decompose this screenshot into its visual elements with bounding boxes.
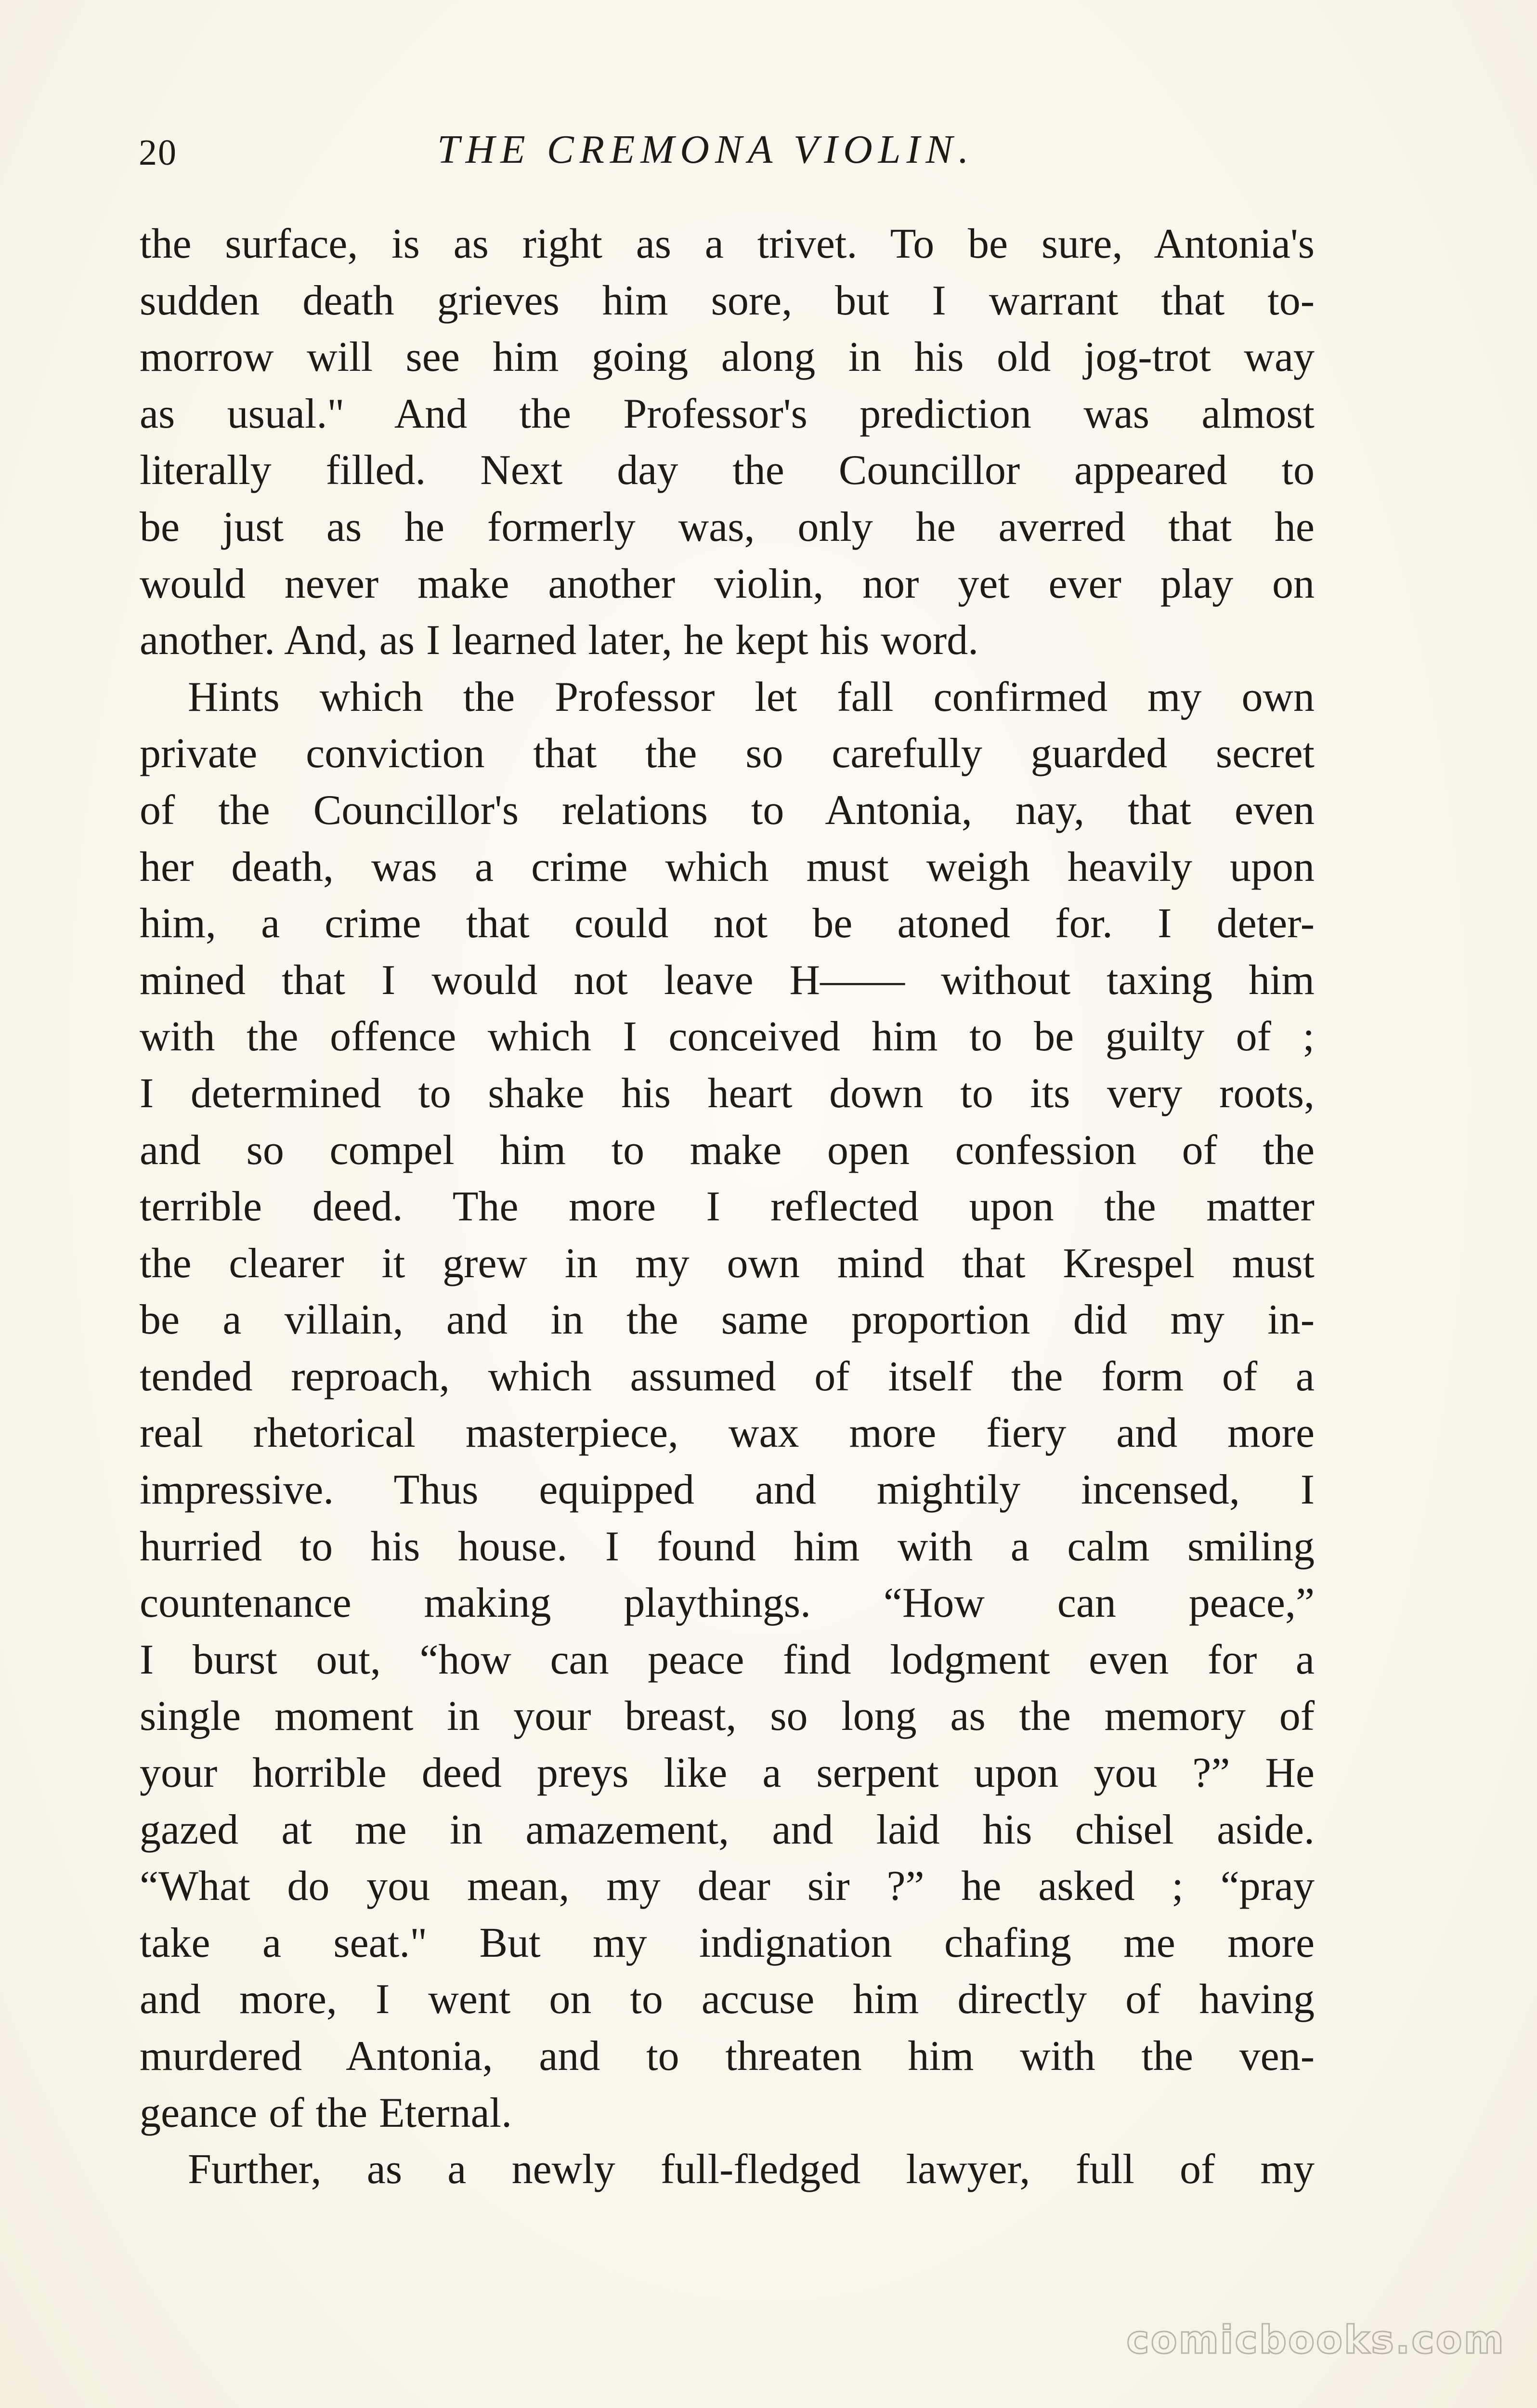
text-line: morrow will see him going along in his old jog-trot way [140,334,1315,381]
text-line: impressive. Thus equipped and mightily incensed, I [140,1466,1315,1514]
text-line: your horrible deed preys like a serpent upon you ?” He [140,1750,1315,1797]
text-line: be just as he formerly was, only he averred that he [140,503,1315,550]
text-line: and so compel him to make open confession of the [140,1126,1315,1174]
text-line: geance of the Eternal. [140,2089,512,2136]
page-header [139,126,1314,179]
text-line: countenance making playthings. “How can peace,” [140,1580,1315,1627]
text-line: and more, I went on to accuse him directly of having [140,1976,1315,2023]
text-line: be a villain, and in the same proportion did my in- [140,1296,1315,1344]
text-line: gazed at me in amazement, and laid his chisel aside. [140,1806,1315,1853]
text-line: private conviction that the so carefully guarded secret [140,730,1315,777]
text-line: mined that I would not leave H—— without taxing him [140,956,1315,1004]
text-line: I burst out, “how can peace find lodgment even for a [140,1636,1315,1683]
text-line: of the Councillor's relations to Antonia, nay, that even [140,786,1315,834]
text-line: with the offence which I conceived him to be guilty of ; [140,1013,1315,1060]
text-line: tended reproach, which assumed of itself the form of a [140,1353,1315,1400]
text-line: take a seat." But my indignation chafing me more [140,1919,1315,1966]
text-line: real rhetorical masterpiece, wax more fiery and more [140,1410,1315,1457]
text-line: him, a crime that could not be atoned for. I deter- [140,900,1315,947]
text-line: single moment in your breast, so long as the memory of [140,1693,1315,1740]
body-text [140,216,1315,2198]
text-line: terrible deed. The more I reflected upon the matter [140,1183,1315,1230]
text-line: the surface, is as right as a trivet. To be sure, Antonia's [140,221,1315,267]
paragraph-first-line: Further, as a newly full-fledged lawyer, full of my [188,2146,1315,2193]
text-line: another. And, as I learned later, he kept his word. [140,617,979,664]
paragraph-first-line: Hints which the Professor let fall confirmed my own [188,673,1315,720]
text-line: murdered Antonia, and to threaten him with the ven- [140,2033,1315,2080]
watermark: comicbooks.com [1126,2317,1505,2362]
text-line: would never make another violin, nor yet ever play on [140,560,1315,607]
page-number: 20 [139,132,177,173]
text-line: her death, was a crime which must weigh heavily upon [140,843,1315,890]
text-line: sudden death grieves him sore, but I warrant that to- [140,277,1315,324]
text-line: literally filled. Next day the Councillor appeared to [140,447,1315,494]
text-line: hurried to his house. I found him with a calm smiling [140,1523,1315,1570]
text-line: the clearer it grew in my own mind that Krespel must [140,1240,1315,1287]
running-title: THE CREMONA VIOLIN. [437,127,975,172]
text-line: as usual." And the Professor's prediction was almost [140,390,1315,437]
text-line: “What do you mean, my dear sir ?” he asked ; “pray [140,1863,1315,1910]
text-line: I determined to shake his heart down to its very roots, [140,1070,1315,1117]
